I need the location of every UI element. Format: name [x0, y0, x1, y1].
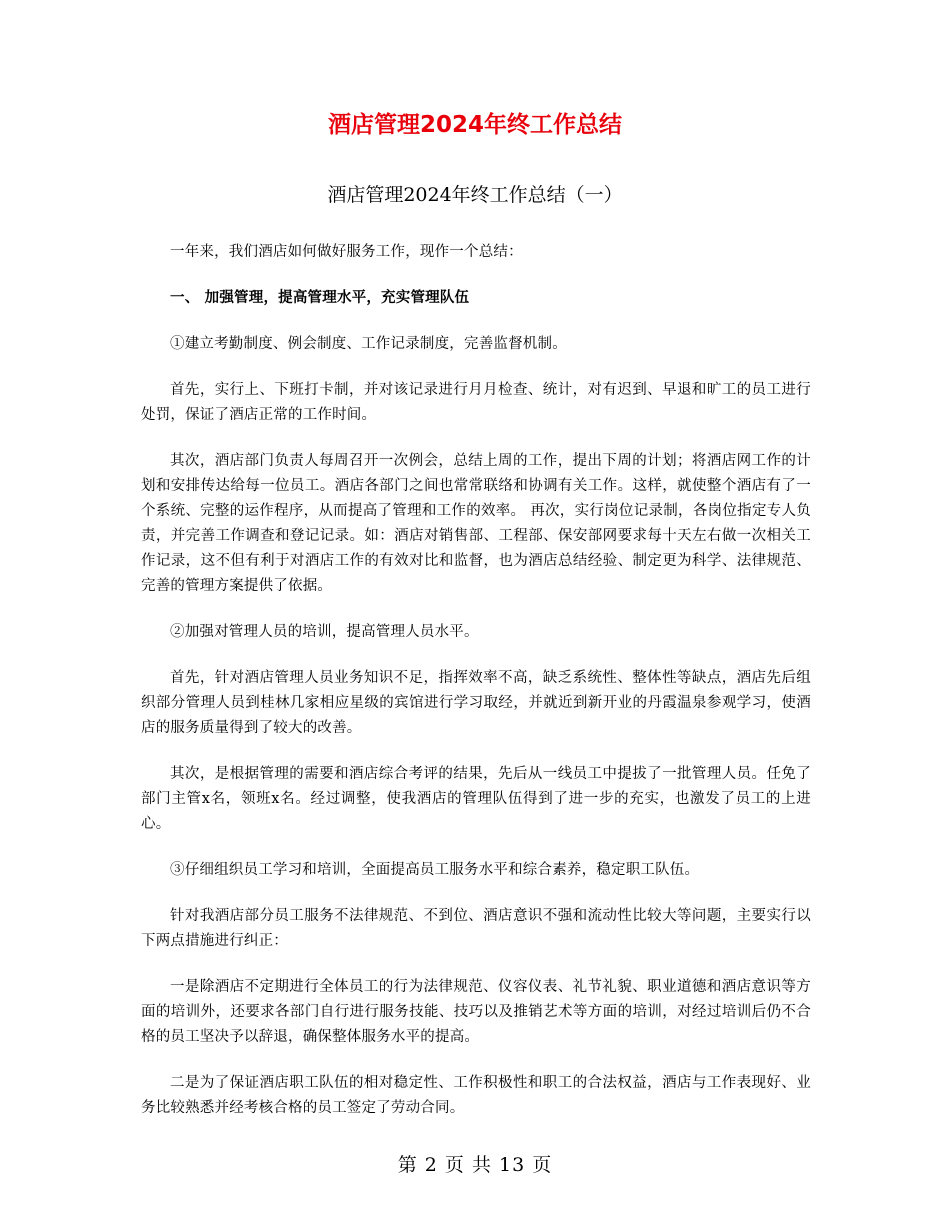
paragraph: 其次，是根据管理的需要和酒店综合考评的结果，先后从一线员工中提拔了一批管理人员。任免了部门主管x名，领班x名。经过调整，使我酒店的管理队伍得到了进一步的充实，也激发了员工的上进心。 [141, 766, 811, 832]
paragraph: 一是除酒店不定期进行全体员工的行为法律规范、仪容仪表、礼节礼貌、职业道德和酒店意识等方面的培训外，还要求各部门自行进行服务技能、技巧以及推销艺术等方面的培训，对经过培训后仍不合格的员工坚决予以辞退，确保整体服务水平的提高。 [141, 979, 811, 1045]
subheading-2: ②加强对管理人员的培训，提高管理人员水平。 [170, 624, 479, 640]
subheading-1: ①建立考勤制度、例会制度、工作记录制度，完善监督机制。 [170, 336, 567, 352]
subheading-3: ③仔细组织员工学习和培训，全面提高员工服务水平和综合素养，稳定职工队伍。 [170, 862, 700, 878]
paragraph: 针对我酒店部分员工服务不法律规范、不到位、酒店意识不强和流动性比较大等问题，主要实行以下两点措施进行纠正： [141, 908, 811, 949]
page-footer: 第 2 页 共 13 页 [397, 1154, 553, 1176]
paragraph: 其次，酒店部门负责人每周召开一次例会，总结上周的工作，提出下周的计划；将酒店网工作的计划和安排传达给每一位员工。酒店各部门之间也常常联络和协调有关工作。这样，就使整个酒店有了一个系统、完整的运作程序，从而提高了管理和工作的效率。 再次，实行岗位记录制，各岗位指定专人负责，并完善工作调查和登记记录。如：酒店对销售部、工程部、保安部网要求每十天左右做一次相关工作记录，这不但有利于对酒店工作的有效对比和监督，也为酒店总结经验、制定更为科学、法律规范、完善的管理方案提供了依据。 [141, 453, 811, 594]
paragraph: 二是为了保证酒店职工队伍的相对稳定性、工作积极性和职工的合法权益，酒店与工作表现好、业务比较熟悉并经考核合格的员工签定了劳动合同。 [141, 1075, 811, 1116]
paragraph: 首先，针对酒店管理人员业务知识不足，指挥效率不高，缺乏系统性、整体性等缺点，酒店先后组织部分管理人员到桂林几家相应星级的宾馆进行学习取经，并就近到新开业的丹霞温泉参观学习，使酒店的服务质量得到了较大的改善。 [141, 670, 811, 736]
paragraph: 首先，实行上、下班打卡制，并对该记录进行月月检查、统计，对有迟到、早退和旷工的员工进行处罚，保证了酒店正常的工作时间。 [141, 382, 811, 423]
paragraph-intro: 一年来，我们酒店如何做好服务工作，现作一个总结： [170, 244, 523, 260]
section-heading: 一、 加强管理，提高管理水平，充实管理队伍 [170, 290, 470, 306]
document-subtitle: 酒店管理2024年终工作总结（一） [327, 184, 623, 206]
document-title: 酒店管理2024年终工作总结 [327, 112, 622, 138]
document-body [141, 240, 811, 1142]
